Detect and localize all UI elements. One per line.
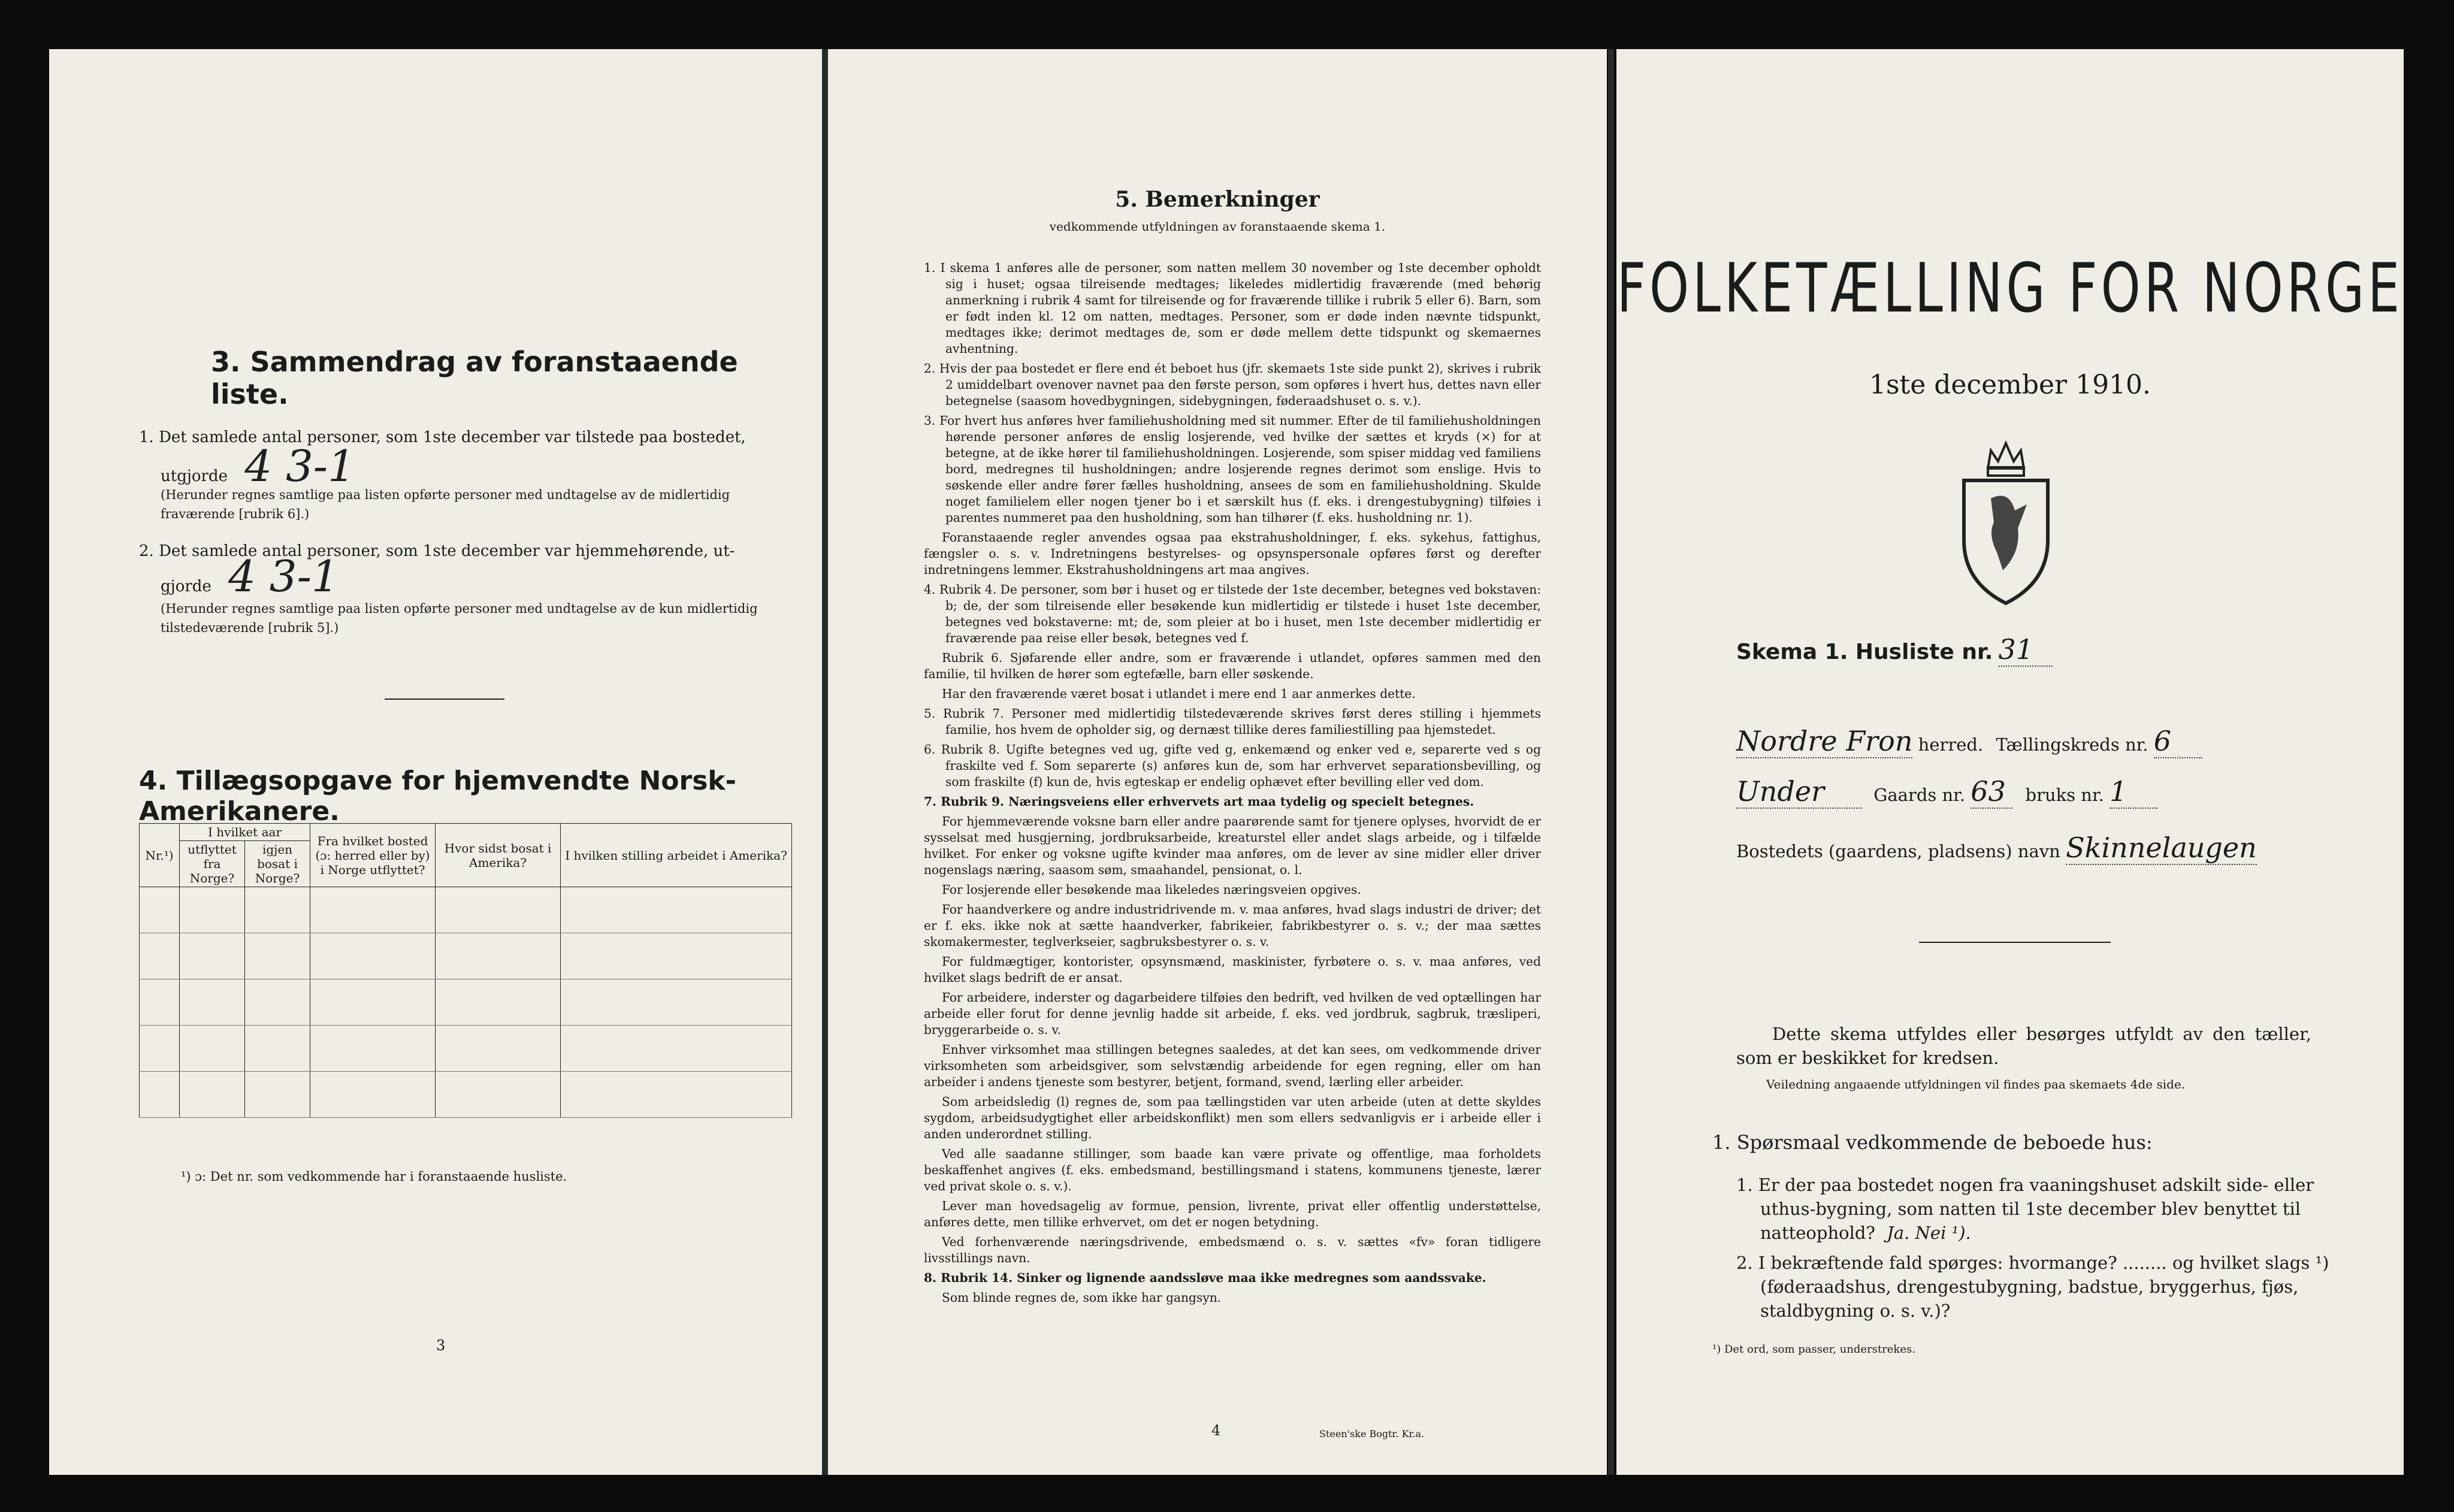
section4-title: 4. Tillægsopgave for hjemvendte Norsk-Amerikanere. — [139, 766, 736, 827]
note-7-sub3: For haandverkere og andre industridrivende m. v. maa anføres, hvad slags industri de driver; det er f. eks. ikke nok at sætte haandverker, fabrikeier, fabrikbestyrer o. s. v.; der maa sættes skomakermester, teglverkseier, sagbruksbestyrer o. s. v. — [924, 902, 1541, 949]
col-group-aar: I hvilket aar — [180, 824, 310, 841]
norsk-amerikanere-table — [139, 823, 792, 1118]
herred-label: herred. — [1918, 734, 1984, 755]
col-fra: Fra hvilket bosted (ɔ: herred eller by) i Norge utflyttet? — [310, 824, 436, 887]
question-1: 1. Er der paa bostedet nogen fra vaaningshuset adskilt side- eller uthus-bygning, som natten til 1ste december blev benyttet til natteophold? — [1736, 1175, 2314, 1243]
table-row — [140, 933, 792, 979]
skema-label: Skema 1. Husliste nr. — [1736, 640, 1993, 664]
census-date: 1ste december 1910. — [1869, 370, 2151, 400]
coat-of-arms-icon — [1955, 433, 2057, 606]
note-6: 6. Rubrik 8. Ugifte betegnes ved ug, gifte ved g, enkemænd og enker ved e, separerte ved s og fraskilte ved f. Som separerte (s) anføres kun de, som har erhvervet separationsbevilling, og som fraskilte (f) kun de, hvis egteskap er endelig ophævet efter bevilling eller ved dom. — [924, 742, 1541, 789]
item2-handwriting: 4 3-1 — [228, 551, 339, 601]
note-4-sub2: Har den fraværende været bosat i utlandet i mere end 1 aar anmerkes dette. — [942, 687, 1416, 701]
note-8-sub: Som blinde regnes de, som ikke har gangsyn. — [942, 1290, 1222, 1305]
col-nr: Nr.¹) — [140, 824, 180, 887]
table-row — [140, 1072, 792, 1118]
item1-text: 1. Det samlede antal personer, som 1ste december var tilstede paa bostedet, — [139, 428, 746, 446]
note-4-sub1: Rubrik 6. Sjøfarende eller andre, som er fraværende i utlandet, opføres sammen med den familie, til hvilken de hører som egtefælle, barn eller søskende. — [924, 651, 1541, 681]
col-stilling: I hvilken stilling arbeidet i Amerika? — [561, 824, 792, 887]
table-row — [140, 979, 792, 1026]
note-3: 3. For hvert hus anføres hver familiehusholdning med sit nummer. Efter de til familiehusholdningen hørende personer anføres de enslig losjerende, ved hvilke der sættes et kryds (×) for at betegne, at de ikke hører til familiehusholdningen. Losjerende, som spiser middag ved familiens bord, medregnes til husholdningen; andre losjerende regnes derimot som enslige. Hvis to søskende eller andre fører fælles husholdning, ansees de som en familiehusholdning. Skulde noget familielem eller nogen tjener bo i et særskilt hus (f. eks. i drengestubygning) tilføies i parentes nummeret paa den husholdning, som han tilhører (f. eks. husholdning nr. 1). — [924, 413, 1541, 525]
note-3-sub: Foranstaaende regler anvendes ogsaa paa ekstrahusholdninger, f. eks. sykehus, fattighus, fængsler o. s. v. Indretningens bestyrelses- og opsynspersonale opføres først og derefter indretningens lemmer. Ekstrahusholdningens art maa angives. — [924, 530, 1541, 577]
note-1: 1. I skema 1 anføres alle de personer, som natten mellem 30 november og 1ste december opholdt sig i huset; ogsaa tilreisende medtages; likeledes midlertidig fraværende (med behørig anmerkning i rubrik 4 samt for tilreisende og for fraværende tillike i rubrik 5 eller 6). Barn, som er født inden kl. 12 om natten, medtages. Personer, som er døde inden nævnte tidspunkt, medtages ikke; derimot medtages de, som er døde mellem dette tidspunkt og skemaernes avhentning. — [924, 261, 1541, 356]
gaards-label: Gaards nr. — [1873, 785, 1966, 805]
question-heading: 1. Spørsmaal vedkommende de beboede hus: — [1712, 1131, 2153, 1154]
divider-ornament — [1919, 942, 2111, 943]
right-footnote: ¹) Det ord, som passer, understrekes. — [1712, 1343, 1915, 1356]
divider — [385, 698, 504, 700]
note-4: 4. Rubrik 4. De personer, som bør i huset og er tilstede der 1ste december, betegnes ved bokstaven: b; de, der som tilreisende eller besøkende kun midlertidig er tilstede i huset 1ste december, betegnes ved bokstaverne: mt; de, som pleier at bo i huset, men 1ste december midlertidig er fraværende paa reise eller besøk, betegnes ved f. — [924, 582, 1541, 645]
note-7-sub6: Enhver virksomhet maa stillingen betegnes saaledes, at det kan sees, om vedkommende driver virksomheten som arbeidsgiver, som selvstændig arbeidende for egen regning, eller om han arbeider i andens tjeneste som bestyrer, betjent, formand, svend, lærling eller arbeider. — [924, 1042, 1541, 1089]
table-row — [140, 887, 792, 933]
page-middle — [828, 49, 1607, 1475]
note-7-sub9: Lever man hovedsagelig av formue, pension, livrente, privat eller offentlig understøttelse, anføres dette, men tillike erhvervet, om det er nogen betydning. — [924, 1199, 1541, 1229]
bruks-label: bruks nr. — [2025, 785, 2104, 805]
herred-handwriting: Nordre Fron — [1736, 725, 1913, 757]
table-footnote: ¹) ɔ: Det nr. som vedkommende har i foranstaaende husliste. — [181, 1169, 567, 1184]
bosted-handwriting: Skinnelaugen — [2066, 831, 2257, 864]
item2-label: gjorde — [161, 577, 211, 595]
note-7-sub7: Som arbeidsledig (l) regnes de, som paa tællingstiden var uten arbeide (uten at dette skyldes sygdom, arbeidsudygtighet eller arbeidskonflikt) men som ellers sedvanligvis er i arbeide eller i anden underordnet stilling. — [924, 1094, 1541, 1141]
table-row — [140, 1026, 792, 1072]
bemerkninger-subtitle: vedkommende utfyldningen av foranstaaende skema 1. — [1049, 219, 1386, 234]
note-7: 7. Rubrik 9. Næringsveiens eller erhvervets art maa tydelig og specielt betegnes. — [924, 794, 1474, 809]
bosted-label: Bostedets (gaardens, pladsens) navn — [1736, 841, 2060, 861]
page-left — [49, 49, 822, 1475]
census-title: FOLKETÆLLING FOR NORGE — [1616, 248, 2404, 328]
under-handwriting: Under — [1736, 775, 1862, 809]
item1-note: (Herunder regnes samtlige paa listen opførte personer med undtagelse av de midlertidig fraværende [rubrik 6].) — [161, 488, 730, 521]
page-right — [1616, 49, 2404, 1475]
col-hvor: Hvor sidst bosat i Amerika? — [436, 824, 561, 887]
krets-label: Tællingskreds nr. — [1996, 734, 2148, 755]
item2-text: 2. Det samlede antal personer, som 1ste december var hjemmehørende, ut- — [139, 542, 735, 560]
item1-label: utgjorde — [161, 467, 228, 485]
col-utflyttet: utflyttet fra Norge? — [180, 841, 245, 887]
note-7-sub2: For losjerende eller besøkende maa likeledes næringsveien opgives. — [942, 882, 1361, 897]
note-7-sub10: Ved forhenværende næringsdrivende, embedsmænd o. s. v. sættes «fv» foran tidligere livsstillings navn. — [924, 1235, 1541, 1265]
note-5: 5. Rubrik 7. Personer med midlertidig tilstedeværende skrives først deres stilling i hjemmets familie, hos hvem de opholder sig, og dernæst tillike deres familiestilling paa hjemstedet. — [924, 706, 1541, 737]
note-7-sub8: Ved alle saadanne stillinger, som baade kan være private og offentlige, maa forholdets beskaffenhet angives (f. eks. embedsmand, bestillingsmand i statens, kommunens tjeneste, lærer ved privat skole o. s. v.). — [924, 1147, 1541, 1193]
gaards-number: 63 — [1971, 775, 2012, 809]
page-number-3: 3 — [436, 1337, 446, 1354]
printer-mark: Steen'ske Bogtr. Kr.a. — [1319, 1428, 1425, 1440]
item2-note: (Herunder regnes samtlige paa listen opførte personer med undtagelse av de kun midlertidig tilstedeværende [rubrik 5].) — [161, 601, 758, 635]
krets-number: 6 — [2154, 725, 2202, 758]
section3-title: 3. Sammendrag av foranstaaende liste. — [211, 346, 738, 410]
page-number-4: 4 — [1211, 1422, 1221, 1439]
bemerkninger-title: 5. Bemerkninger — [1115, 187, 1320, 212]
note-7-sub4: For fuldmægtiger, kontorister, opsynsmænd, maskinister, fyrbøtere o. s. v. maa anføres, ved hvilket slags bedrift de er ansat. — [924, 954, 1541, 985]
note-7-sub5: For arbeidere, inderster og dagarbeidere tilføies den bedrift, ved hvilken de ved optællingen har arbeide eller forut for denne jevnlig hadde sit arbeide, f. eks. ved jordbruk, sagbruk, træsliperi, bryggerarbeide o. s. v. — [924, 990, 1541, 1037]
info-text: Dette skema utfyldes eller besørges utfyldt av den tæller, som er beskikket for kredsen. — [1736, 1024, 2311, 1068]
col-igjen: igjen bosat i Norge? — [245, 841, 310, 887]
bemerkninger-list — [924, 260, 1541, 1310]
question-1-answer: Ja. Nei ¹). — [1887, 1223, 1971, 1243]
question-2: 2. I bekræftende fald spørges: hvormange? ........ og hvilket slags ¹) (føderaadshus, drengestubygning, badstue, bryggerhus, fjøs, staldbygning o. s. v.)? — [1736, 1253, 2329, 1321]
note-2: 2. Hvis der paa bostedet er flere end ét beboet hus (jfr. skemaets 1ste side punkt 2), skrives i rubrik 2 umiddelbart ovenover navnet paa den første person, som opføres i hvert hus, dettes navn eller betegnelse (saasom hovedbygningen, sidebygningen, føderaadshuset o. s. v.). — [924, 361, 1541, 408]
bruks-number: 1 — [2110, 775, 2157, 809]
note-8: 8. Rubrik 14. Sinker og lignende aandssløve maa ikke medregnes som aandssvake. — [924, 1271, 1486, 1285]
info-small: Veiledning angaaende utfyldningen vil findes paa skemaets 4de side. — [1766, 1077, 2186, 1091]
item1-handwriting: 4 3-1 — [244, 441, 355, 491]
husliste-number: 31 — [1999, 633, 2053, 667]
note-7-sub1: For hjemmeværende voksne barn eller andre paarørende samt for tjenere oplyses, hvorvidt de er sysselsat med husgjerning, jordbruksarbeide, kreaturstel eller andet slags arbeide, og i tilfælde hvilket. For enker og voksne ugifte kvinder maa anføres, om de lever av sine midler eller driver nogenslags næring, saasom søm, smaahandel, pensionat, o. l. — [924, 814, 1541, 877]
